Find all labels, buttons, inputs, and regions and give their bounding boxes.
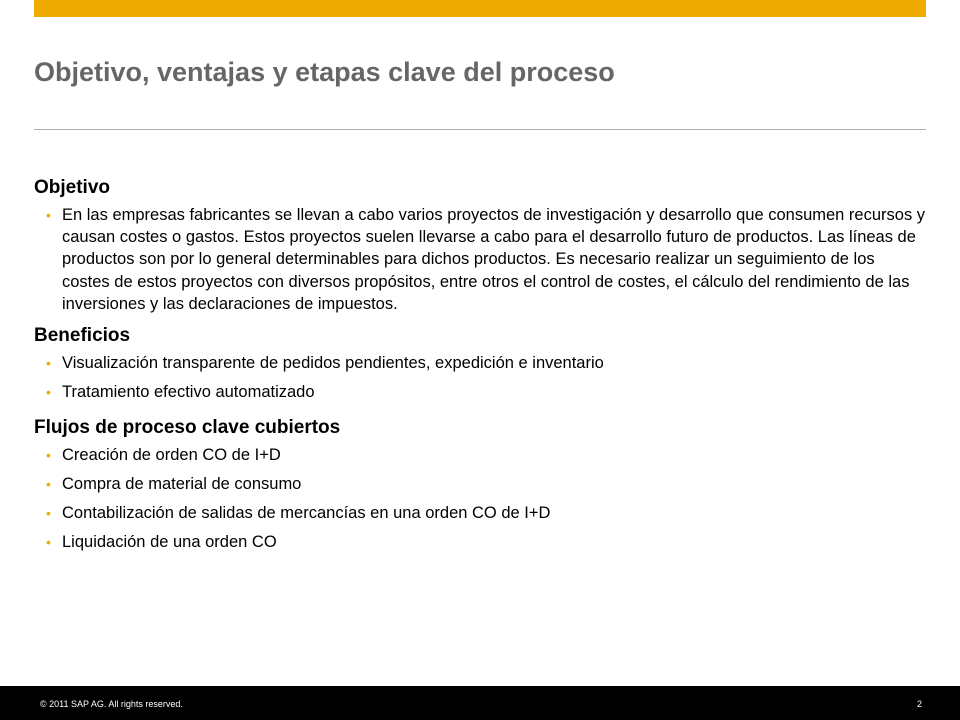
section-heading-flows: Flujos de proceso clave cubiertos <box>34 417 341 439</box>
bullet-list-objective <box>34 204 926 315</box>
list-item-text: Visualización transparente de pedidos pendientes, expedición e inventario <box>62 354 604 373</box>
list-item <box>34 444 926 466</box>
title-divider <box>34 129 926 130</box>
section-heading-objective: Objetivo <box>34 177 111 198</box>
list-item-text: En las empresas fabricantes se llevan a cabo varios proyectos de investigación y desarrollo que consumen recursos y causan costes o gastos. Estos proyectos suelen llevarse a cabo para el desarrollo futuro de productos. Las líneas de productos son por lo general determinables para dichos productos. Es necesario realizar un seguimiento de los costes de estos proyectos con diversos propósitos, entre otros el control de costes, el cálculo del rendimiento de las inversiones y las declaraciones de impuestos. <box>62 206 926 313</box>
list-item-text: Liquidación de una orden CO <box>62 533 277 552</box>
section-flows <box>34 415 926 553</box>
accent-bar <box>34 0 926 17</box>
bullet-icon: • <box>46 355 51 372</box>
list-item <box>34 352 926 374</box>
list-item-text: Creación de orden CO de I+D <box>62 446 281 465</box>
bullet-icon: • <box>46 207 51 223</box>
section-heading-benefits: Beneficios <box>34 325 131 347</box>
list-item <box>34 531 926 553</box>
list-item <box>34 381 926 403</box>
list-item-text: Compra de material de consumo <box>62 475 302 494</box>
copyright-notice: © 2011 SAP AG. All rights reserved. <box>40 699 183 709</box>
section-objective <box>34 175 926 315</box>
footer-bar <box>0 686 960 720</box>
bullet-icon: • <box>46 534 51 551</box>
slide-title: Objetivo, ventajas y etapas clave del proceso <box>34 57 615 87</box>
list-item <box>34 473 926 495</box>
list-item <box>34 502 926 524</box>
bullet-icon: • <box>46 505 51 522</box>
bullet-list-benefits <box>34 352 926 403</box>
bullet-icon: • <box>46 384 51 401</box>
slide-content <box>34 175 926 560</box>
bullet-list-flows <box>34 444 926 553</box>
section-benefits <box>34 323 926 403</box>
bullet-icon: • <box>46 447 51 464</box>
bullet-icon: • <box>46 476 51 493</box>
list-item-text: Contabilización de salidas de mercancías en una orden CO de I+D <box>62 504 551 523</box>
list-item <box>34 204 926 315</box>
list-item-text: Tratamiento efectivo automatizado <box>62 383 315 402</box>
page-number: 2 <box>916 699 922 709</box>
